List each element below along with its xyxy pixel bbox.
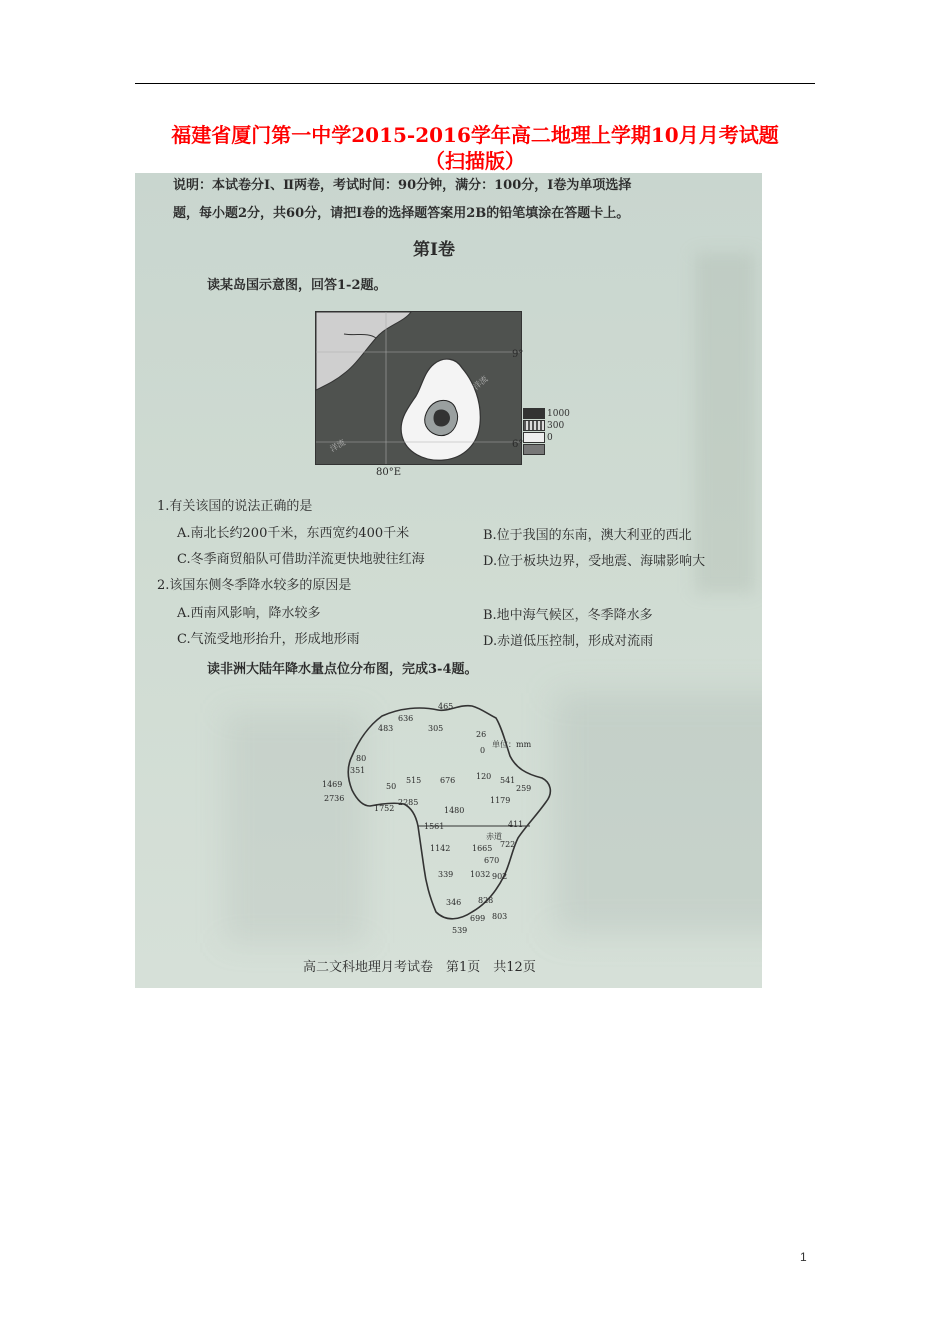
section-title: 第Ⅰ卷 xyxy=(413,240,455,260)
legend-swatch-low xyxy=(523,432,545,443)
precip-value: 2736 xyxy=(324,794,345,803)
legend-swatch-mid xyxy=(523,420,545,431)
scanned-page xyxy=(135,173,762,988)
precip-value: 26 xyxy=(476,730,487,739)
page-number: 1 xyxy=(800,1250,807,1264)
precip-value: 803 xyxy=(492,912,508,921)
precip-value: 2285 xyxy=(398,798,419,807)
svg-text:洋流: 洋流 xyxy=(328,437,347,454)
title-line-1: 福建省厦门第一中学2015-2016学年高二地理上学期10月月考试题 xyxy=(171,123,779,147)
precip-value: 1752 xyxy=(374,804,395,813)
intro-line-1: 说明：本试卷分Ⅰ、Ⅱ两卷，考试时间：90分钟，满分：100分，Ⅰ卷为单项选择 xyxy=(173,178,632,193)
svg-text:洋流: 洋流 xyxy=(471,374,490,392)
precip-value: 351 xyxy=(350,766,366,775)
precip-value: 1469 xyxy=(322,780,343,789)
precip-value: 1032 xyxy=(470,870,491,879)
precip-value: 305 xyxy=(428,724,444,733)
latitude-top-label: 9° xyxy=(512,349,524,360)
island-map xyxy=(315,311,524,478)
question-1-option-b: B.位于我国的东南，澳大利亚的西北 xyxy=(483,528,692,543)
equator-label: 赤道 xyxy=(486,832,502,841)
precip-value: 676 xyxy=(440,776,456,785)
precip-value: 1179 xyxy=(490,796,511,805)
question-2-option-a: A.西南风影响，降水较多 xyxy=(177,606,321,621)
longitude-label: 80°E xyxy=(376,467,402,478)
prompt-1: 读某岛国示意图，回答1-2题。 xyxy=(207,278,387,293)
question-1-option-a: A.南北长约200千米，东西宽约400千米 xyxy=(177,526,410,541)
question-2-stem: 2.该国东侧冬季降水较多的原因是 xyxy=(157,578,352,593)
precip-value: 465 xyxy=(438,702,454,711)
question-2-option-b: B.地中海气候区，冬季降水多 xyxy=(483,608,653,623)
legend-swatch-sea xyxy=(523,444,545,455)
intro-line-2: 题，每小题2分，共60分，请把Ⅰ卷的选择题答案用2B的铅笔填涂在答题卡上。 xyxy=(173,206,630,221)
precip-value: 828 xyxy=(478,896,494,905)
question-1-stem: 1.有关该国的说法正确的是 xyxy=(157,499,313,514)
header-rule xyxy=(135,83,815,84)
unit-label: 单位：mm xyxy=(492,740,532,749)
prompt-2: 读非洲大陆年降水量点位分布图，完成3-4题。 xyxy=(207,662,478,677)
precip-value: 902 xyxy=(492,872,508,881)
precip-value: 541 xyxy=(500,776,516,785)
scan-footer: 高二文科地理月考试卷 第1页 共12页 xyxy=(303,960,536,975)
precip-value: 636 xyxy=(398,714,414,723)
precip-value: 339 xyxy=(438,870,454,879)
precip-value: 1561 xyxy=(424,822,445,831)
precip-value: 259 xyxy=(516,784,532,793)
precip-value: 515 xyxy=(406,776,422,785)
precip-value: 699 xyxy=(470,914,486,923)
question-1-option-d: D.位于板块边界，受地震、海啸影响大 xyxy=(483,554,706,569)
document-title xyxy=(0,122,950,174)
precip-value: 722 xyxy=(500,840,516,849)
legend-label-0: 0 xyxy=(547,432,553,443)
question-1-option-c: C.冬季商贸船队可借助洋流更快地驶往红海 xyxy=(177,552,425,567)
precip-value: 50 xyxy=(386,782,397,791)
precip-value: 483 xyxy=(378,724,394,733)
precip-value: 411 xyxy=(508,820,524,829)
legend-label-300: 300 xyxy=(547,420,565,431)
title-line-2: （扫描版） xyxy=(425,149,525,173)
precip-value: 1480 xyxy=(444,806,465,815)
precip-value: 120 xyxy=(476,772,492,781)
africa-precipitation-map xyxy=(320,698,560,933)
question-2-option-c: C.气流受地形抬升，形成地形雨 xyxy=(177,632,360,647)
precip-value: 80 xyxy=(356,754,367,763)
precip-value: 1142 xyxy=(430,844,451,853)
precip-value: 346 xyxy=(446,898,462,907)
question-2-option-d: D.赤道低压控制，形成对流雨 xyxy=(483,634,654,649)
legend-swatch-high xyxy=(523,408,545,419)
elevation-legend xyxy=(523,408,570,456)
precip-value: 670 xyxy=(484,856,500,865)
precip-value: 539 xyxy=(452,926,468,935)
precip-value: 1665 xyxy=(472,844,493,853)
legend-label-1000: 1000 xyxy=(547,408,570,419)
latitude-bottom-label: 6° xyxy=(512,439,524,450)
precip-value: 0 xyxy=(480,746,486,755)
